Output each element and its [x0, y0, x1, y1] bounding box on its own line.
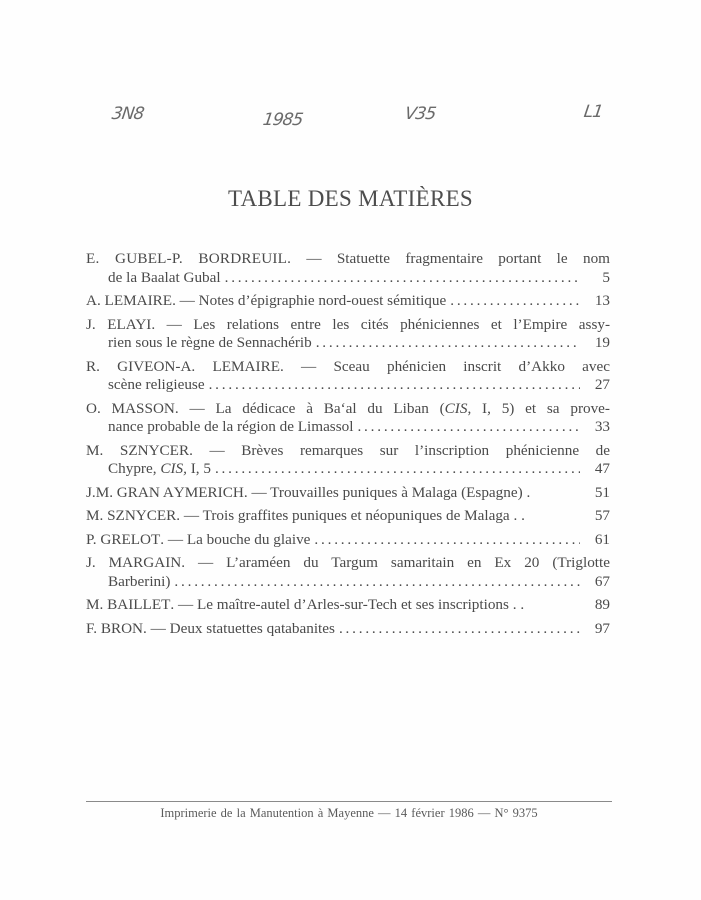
page-number: 97 [594, 619, 610, 637]
toc-entry [86, 400, 610, 437]
page-number: 27 [594, 376, 610, 393]
dot-leader [209, 376, 580, 395]
entry-heading: M. SZNYCER. — Brèves remarques sur l’inscription phénicienne de [86, 441, 610, 459]
toc-entry [86, 507, 610, 526]
entry-heading: J.M. GRAN AYMERICH. — Trouvailles puniques à Malaga (Espagne) . [86, 483, 531, 501]
entry-title-continued: Barberini) [108, 572, 171, 590]
entry-title-continued: Chypre, CIS, I, 5 [108, 460, 211, 477]
page-number: 57 [594, 507, 610, 524]
page-number: 47 [594, 460, 610, 477]
entry-title-continued: scène religieuse [108, 376, 205, 393]
entry-heading: P. GRELOT. — La bouche du glaive [86, 530, 311, 548]
page-number: 19 [594, 334, 610, 351]
dot-leader [174, 573, 580, 592]
page-title: TABLE DES MATIÈRES [227, 186, 474, 211]
table-of-contents [86, 250, 610, 643]
dot-leader [316, 334, 580, 353]
dot-leader [215, 460, 580, 479]
entry-heading: A. LEMAIRE. — Notes d’épigraphie nord-ouest sémitique [86, 292, 447, 309]
dot-leader [450, 292, 580, 311]
page-number: 51 [594, 483, 610, 501]
toc-entry [86, 596, 610, 615]
printer-footer: Imprimerie de la Manutention à Mayenne — 14 février 1986 — N° 9375 [160, 806, 538, 820]
entry-heading: R. GIVEON-A. LEMAIRE. — Sceau phénicien inscrit d’Akko avec [86, 357, 610, 375]
handwritten-note-1: 3N8 [110, 104, 145, 124]
toc-entry [86, 442, 610, 479]
page-number: 61 [594, 530, 610, 548]
page-number: 33 [594, 418, 610, 435]
footer-rule [86, 801, 612, 802]
entry-heading: F. BRON. — Deux statuettes qatabanites [86, 619, 335, 637]
entry-heading: E. GUBEL-P. BORDREUIL. — Statuette fragmentaire portant le nom [86, 250, 610, 267]
toc-entry [86, 250, 610, 287]
page-number: 13 [594, 292, 610, 309]
handwritten-note-4: L1 [582, 102, 604, 122]
toc-entry [86, 484, 610, 503]
page-number: 5 [602, 268, 610, 286]
entry-heading: M. SZNYCER. — Trois graffites puniques et néopuniques de Malaga . . [86, 507, 525, 524]
dot-leader [225, 269, 580, 288]
toc-entry [86, 531, 610, 550]
dot-leader [357, 418, 580, 437]
page-number: 67 [594, 572, 610, 590]
entry-title-continued: de la Baalat Gubal [108, 268, 221, 286]
entry-heading: O. MASSON. — La dédicace à Ba‘al du Liban (CIS, I, 5) et sa prove- [86, 399, 610, 417]
entry-title-continued: rien sous le règne de Sennachérib [108, 334, 312, 351]
entry-heading: J. MARGAIN. — L’araméen du Targum samaritain en Ex 20 (Triglotte [86, 554, 610, 571]
entry-title-continued: nance probable de la région de Limassol [108, 418, 354, 435]
handwritten-note-3: V35 [403, 104, 437, 124]
dot-leader [314, 531, 580, 550]
handwritten-note-2: 1985 [261, 110, 304, 130]
toc-entry [86, 316, 610, 353]
entry-heading: J. ELAYI. — Les relations entre les cités phéniciennes et l’Empire assy- [86, 315, 611, 333]
toc-entry [86, 358, 610, 395]
toc-entry [86, 554, 610, 591]
page-number: 89 [594, 596, 610, 613]
toc-entry [86, 620, 610, 639]
toc-entry [86, 292, 610, 311]
dot-leader [339, 620, 580, 639]
entry-heading: M. BAILLET. — Le maître-autel d’Arles-sur-Tech et ses inscriptions . . [86, 596, 525, 613]
